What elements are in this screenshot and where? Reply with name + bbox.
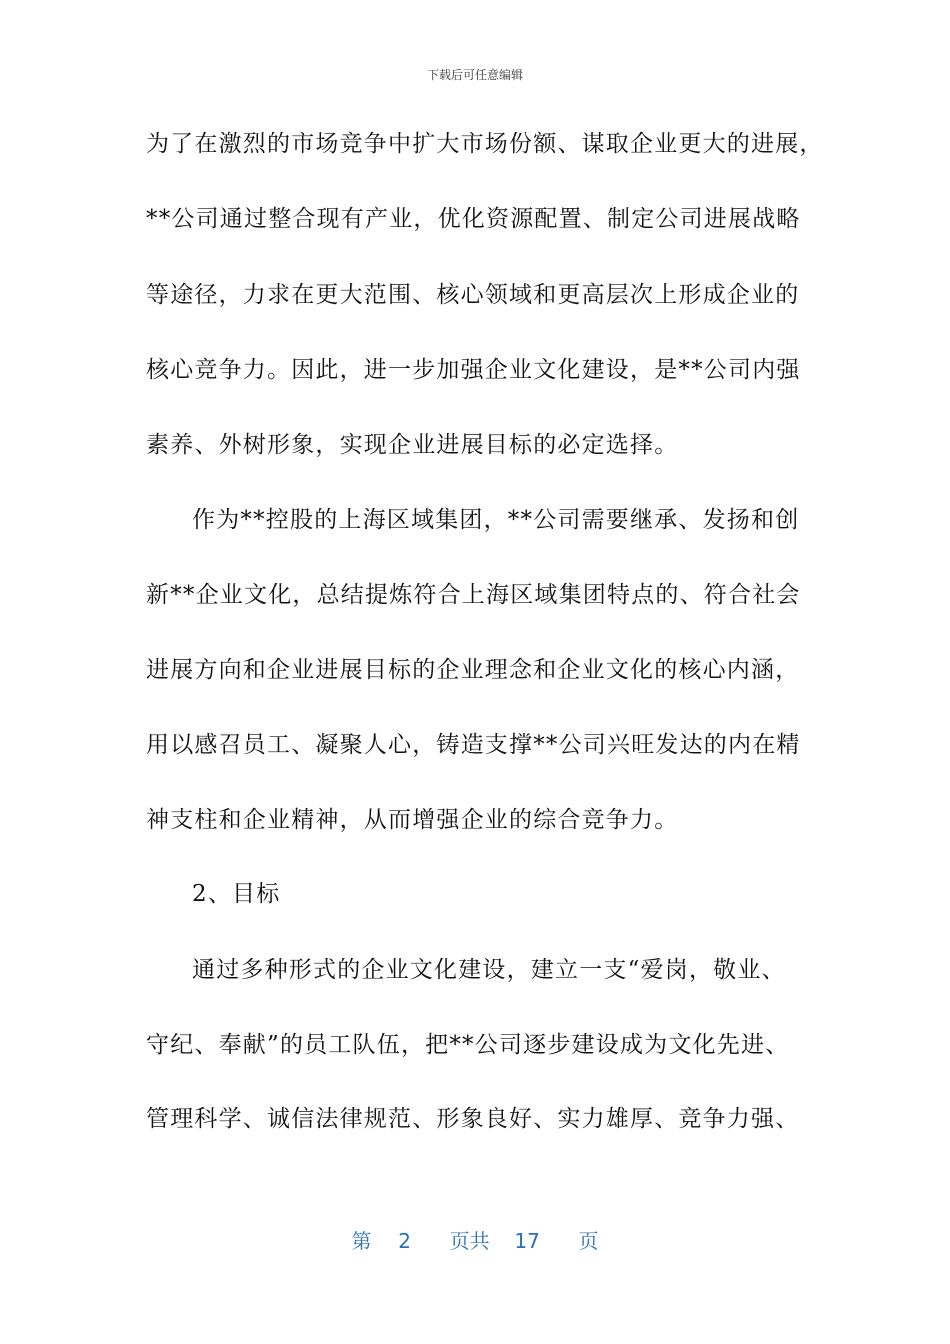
- body-line: 核心竞争力。因此，进一步加强企业文化建设，是**公司内强: [146, 357, 801, 383]
- body-line: 新**企业文化，总结提炼符合上海区域集团特点的、符合社会: [146, 582, 801, 608]
- body-line: 通过多种形式的企业文化建设，建立一支“爱岗，敬业、: [192, 957, 786, 983]
- body-line: 为了在激烈的市场竞争中扩大市场份额、谋取企业更大的进展，: [146, 131, 824, 157]
- page-label-mid: 页共: [449, 1229, 490, 1253]
- body-line: 作为**控股的上海区域集团，**公司需要继承、发扬和创: [192, 507, 800, 533]
- section-heading: 2、目标: [192, 881, 281, 907]
- page-label-prefix: 第: [351, 1229, 372, 1253]
- body-line: **公司通过整合现有产业，优化资源配置、制定公司进展战略: [146, 206, 801, 232]
- body-line: 进展方向和企业进展目标的企业理念和企业文化的核心内涵，: [146, 657, 800, 683]
- body-line: 等途径，力求在更大范围、核心领域和更高层次上形成企业的: [146, 282, 800, 308]
- body-line: 素养、外树形象，实现企业进展目标的必定选择。: [146, 432, 679, 458]
- page-footer: [0, 1225, 950, 1254]
- page-total: 17: [514, 1229, 540, 1253]
- body-line: 管理科学、诚信法律规范、形象良好、实力雄厚、竞争力强、: [146, 1106, 800, 1132]
- page-number: 2: [398, 1229, 411, 1253]
- header-note: 下载后可任意编辑: [426, 68, 523, 82]
- body-line: 守纪、奉献”的员工队伍，把**公司逐步建设成为文化先进、: [146, 1032, 790, 1058]
- page-label-suffix: 页: [578, 1229, 599, 1253]
- body-line: 用以感召员工、凝聚人心，铸造支撑**公司兴旺发达的内在精: [146, 732, 801, 758]
- body-line: 神支柱和企业精神，从而增强企业的综合竞争力。: [146, 807, 679, 833]
